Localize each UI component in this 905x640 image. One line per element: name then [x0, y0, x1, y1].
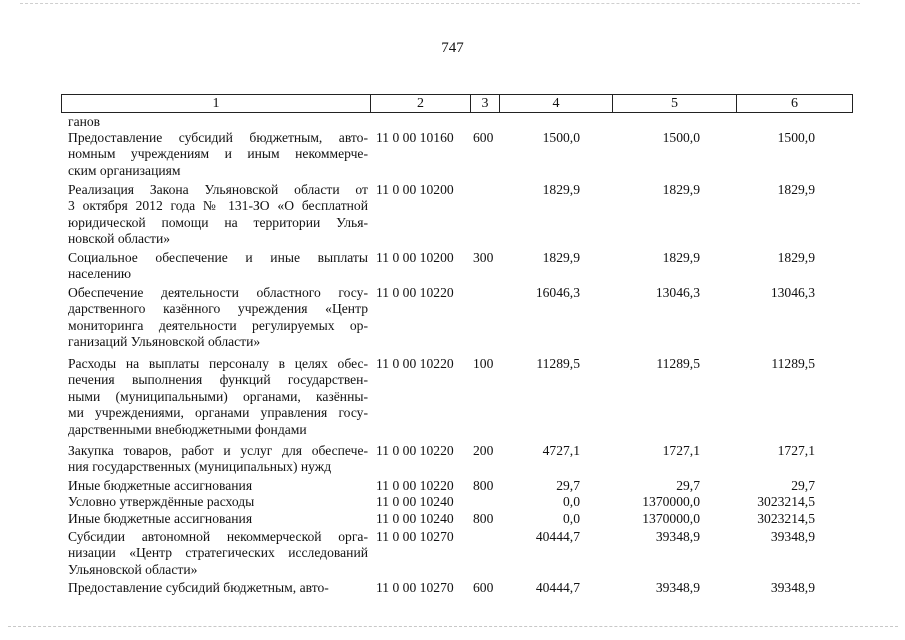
row-4-value-6: 13046,3: [770, 285, 815, 300]
row-7-code: 11 0 00 10220: [376, 478, 454, 493]
row-3-description-line: населению: [68, 266, 132, 282]
column-header-5: 5: [612, 95, 736, 112]
row-5-value-4: 11289,5: [536, 356, 580, 371]
row-10-description-line: низации «Центр стратегических исследований: [68, 545, 368, 561]
row-5-description-line: Расходы на выплаты персоналу в целях обес-: [68, 356, 368, 371]
row-11-value-6: 39348,9: [770, 580, 815, 595]
scan-edge-bottom: [8, 626, 898, 627]
row-9-code: 11 0 00 10240: [376, 511, 454, 526]
row-1-value-5: 1500,0: [662, 130, 700, 145]
row-4-description-line: мониторинга деятельности регулируемых ор-: [68, 317, 368, 333]
row-11-type: 600: [473, 580, 494, 595]
row-1-code: 11 0 00 10160: [376, 130, 454, 145]
row-2-description-line: 3 октября 2012 года № 131-ЗО «О бесплатной: [68, 198, 368, 214]
column-header-2: 2: [370, 95, 470, 112]
row-10-value-4: 40444,7: [535, 529, 580, 544]
row-9-type: 800: [473, 511, 494, 526]
row-9-value-4: 0,0: [563, 511, 580, 526]
row-11-value-5: 39348,9: [655, 580, 700, 595]
row-11-description-line: Предоставление субсидий бюджетным, авто-: [68, 580, 329, 595]
row-10-code: 11 0 00 10270: [376, 529, 454, 544]
row-2-value-6: 1829,9: [777, 182, 815, 197]
row-10-value-5: 39348,9: [655, 529, 700, 544]
row-8-value-5: 1370000,0: [642, 494, 700, 509]
row-3-value-4: 1829,9: [542, 250, 580, 265]
row-7-value-5: 29,7: [676, 478, 700, 493]
row-3-description-line: Социальное обеспечение и иные выплаты: [68, 250, 368, 265]
row-3-value-5: 1829,9: [662, 250, 700, 265]
row-6-description-line: Закупка товаров, работ и услуг для обеспече-: [68, 443, 368, 458]
row-2-value-5: 1829,9: [662, 182, 700, 197]
row-6-type: 200: [473, 443, 494, 458]
row-1-description-line: номным учреждениям и иным некоммерче-: [68, 146, 368, 162]
row-5-code: 11 0 00 10220: [376, 356, 454, 371]
row-1-value-4: 1500,0: [542, 130, 580, 145]
column-header-1: 1: [212, 96, 220, 111]
row-11-value-4: 40444,7: [535, 580, 580, 595]
row-4-code: 11 0 00 10220: [376, 285, 454, 300]
row-10-description-line: Ульяновской области»: [68, 561, 198, 577]
row-1-value-6: 1500,0: [777, 130, 815, 145]
row-1-description-line: ским организациям: [68, 162, 181, 178]
row-2-code: 11 0 00 10200: [376, 182, 454, 197]
row-2-value-4: 1829,9: [542, 182, 580, 197]
row-6-value-5: 1727,1: [662, 443, 700, 458]
row-1-type: 600: [473, 130, 494, 145]
row-2-description-line: Реализация Закона Ульяновской области от: [68, 182, 368, 197]
row-5-type: 100: [473, 356, 494, 371]
row-8-code: 11 0 00 10240: [376, 494, 454, 509]
row-4-description-line: ганизаций Ульяновской области»: [68, 334, 261, 350]
column-header-3: 3: [470, 95, 499, 112]
row-10-description-line: Субсидии автономной некоммерческой орга-: [68, 529, 368, 544]
row-4-value-5: 13046,3: [655, 285, 700, 300]
row-5-description-line: дарственными внебюджетными фондами: [68, 421, 307, 437]
row-5-description-line: печения выполнения функций государствен-: [68, 372, 368, 388]
row-7-type: 800: [473, 478, 494, 493]
row-5-description-line: ми учреждениями, органами управления госу-: [68, 405, 368, 421]
row-7-value-6: 29,7: [791, 478, 815, 493]
row-1-description-line: Предоставление субсидий бюджетным, авто-: [68, 130, 368, 145]
row-6-value-4: 4727,1: [542, 443, 580, 458]
row-0-description-line: ганов: [68, 114, 101, 129]
row-5-value-6: 11289,5: [771, 356, 815, 371]
row-8-description-line: Условно утверждённые расходы: [68, 494, 255, 509]
row-3-code: 11 0 00 10200: [376, 250, 454, 265]
row-10-value-6: 39348,9: [770, 529, 815, 544]
row-6-code: 11 0 00 10220: [376, 443, 454, 458]
row-8-value-4: 0,0: [563, 494, 580, 509]
column-header-6: 6: [736, 95, 852, 112]
row-8-value-6: 3023214,5: [757, 494, 815, 509]
row-7-value-4: 29,7: [556, 478, 580, 493]
page-number: 747: [441, 40, 464, 56]
column-header-4: 4: [499, 95, 612, 112]
row-9-value-5: 1370000,0: [642, 511, 700, 526]
row-6-description-line: ния государственных (муниципальных) нужд: [68, 459, 332, 475]
row-2-description-line: юридической помощи на территории Улья-: [68, 214, 368, 230]
row-3-value-6: 1829,9: [777, 250, 815, 265]
row-11-code: 11 0 00 10270: [376, 580, 454, 595]
row-9-description-line: Иные бюджетные ассигнования: [68, 511, 253, 526]
row-6-value-6: 1727,1: [777, 443, 815, 458]
row-3-type: 300: [473, 250, 494, 265]
table-header: [61, 94, 853, 113]
row-9-value-6: 3023214,5: [757, 511, 815, 526]
row-2-description-line: новской области»: [68, 231, 171, 247]
row-7-description-line: Иные бюджетные ассигнования: [68, 478, 253, 493]
row-5-description-line: ными (муниципальными) органами, казённы-: [68, 388, 368, 404]
scan-edge-top: [20, 3, 860, 4]
row-5-value-5: 11289,5: [656, 356, 700, 371]
row-4-value-4: 16046,3: [535, 285, 580, 300]
row-4-description-line: Обеспечение деятельности областного госу-: [68, 285, 368, 300]
row-4-description-line: дарственного казённого учреждения «Центр: [68, 301, 368, 317]
